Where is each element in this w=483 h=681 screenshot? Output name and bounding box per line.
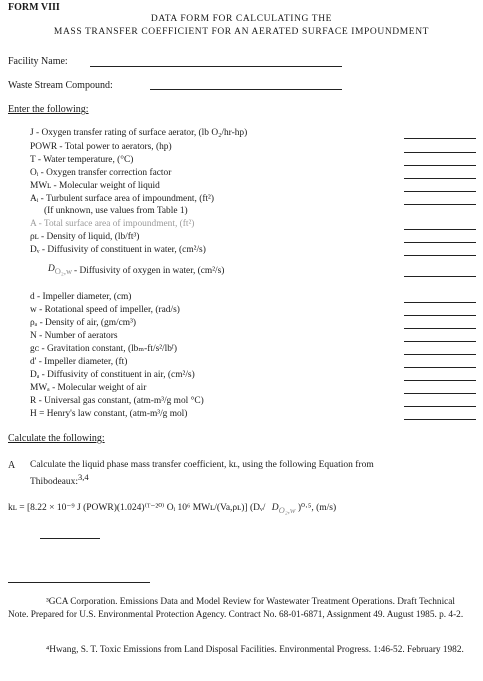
item-turbulent-surface-area: Aᵢ - Turbulent surface area of impoundment, (ft²) — [30, 194, 214, 204]
item-air-molecular-weight: MWₐ - Molecular weight of air — [30, 383, 147, 393]
waste-compound-field[interactable] — [150, 89, 342, 90]
blank-water-diffusivity[interactable] — [404, 255, 476, 256]
item-total-surface-area: A - Total surface area of impoundment, (ft²) — [30, 219, 195, 229]
item-impeller-diameter-cm: d - Impeller diameter, (cm) — [30, 292, 132, 302]
footnote-gca: ³GCA Corporation. Emissions Data and Model Review for Wastewater Treatment Operations. Draft Technical Note. Prepared for U.S. Environmental Protection Agency. Contract No. 68-01-6871, Assignment 49. August 1985. p. 4-2. — [8, 597, 464, 620]
item-air-density: ρₐ - Density of air, (gm/cm³) — [30, 318, 137, 328]
equation-oxygen-diffusivity-symbol: $D_{O_2,w}$ — [271, 503, 296, 515]
facility-name-label: Facility Name: — [8, 56, 68, 67]
blank-air-molecular-weight[interactable] — [404, 393, 476, 394]
calc-item-letter: A — [8, 460, 16, 471]
mass-transfer-equation: kʟ = [8.22 × 10⁻⁹ J (POWR)(1.024)⁽ᵀ⁻²⁰⁾ Oᵢ 10⁶ MWʟ/(Va,ρʟ)] (Dᵥ/ $D_{O_2,w}$ )⁰·⁵, (m/s) — [8, 503, 337, 515]
blank-impeller-diameter-ft[interactable] — [404, 367, 476, 368]
form-title-line2: MASS TRANSFER COEFFICIENT FOR AN AERATED SURFACE IMPOUNDMENT — [53, 27, 430, 37]
facility-name-field[interactable] — [90, 66, 342, 67]
calc-instruction-line2: Thibodeaux:$^{3,4}$ — [30, 472, 89, 488]
footnote-divider — [8, 582, 150, 583]
item-liquid-density: ρʟ - Density of liquid, (lb/ft³) — [30, 232, 140, 242]
blank-air-density[interactable] — [404, 328, 476, 329]
form-title-line1: DATA FORM FOR CALCULATING THE — [150, 14, 333, 24]
item-liquid-molecular-weight: MWʟ - Molecular weight of liquid — [30, 181, 160, 191]
oxygen-diffusivity-symbol: $D_{O_2,w}$ — [48, 264, 73, 276]
blank-number-of-aerators[interactable] — [404, 341, 476, 342]
item-gravitation-constant: gᴄ - Gravitation constant, (lbₘ-ft/s²/lbᶠ) — [30, 344, 177, 354]
blank-impeller-diameter-cm[interactable] — [404, 302, 476, 303]
blank-gas-constant[interactable] — [404, 406, 476, 407]
blank-liquid-density[interactable] — [404, 242, 476, 243]
blank-henrys-law-constant[interactable] — [404, 419, 476, 420]
item-oxygen-diffusivity: - Diffusivity of oxygen in water, (cm²/s) — [74, 266, 225, 276]
blank-turbulent-surface-area[interactable] — [404, 204, 476, 205]
item-number-of-aerators: N - Number of aerators — [30, 331, 118, 341]
blank-oxygen-transfer-rating[interactable] — [404, 138, 476, 139]
blank-air-diffusivity[interactable] — [404, 380, 476, 381]
item-oxygen-transfer-rating: J - Oxygen transfer rating of surface aerator, (lb O₂/hr-hp) — [30, 128, 248, 138]
blank-gravitation-constant[interactable] — [404, 354, 476, 355]
blank-total-surface-area[interactable] — [404, 229, 476, 230]
item-oxygen-correction-factor: Oᵢ - Oxygen transfer correction factor — [30, 168, 172, 178]
item-total-power: POWR - Total power to aerators, (hp) — [30, 142, 172, 152]
item-gas-constant: R - Universal gas constant, (atm-m³/g mol °C) — [30, 396, 204, 406]
blank-rotational-speed[interactable] — [404, 315, 476, 316]
form-number: FORM VIII — [8, 2, 60, 13]
item-air-diffusivity: Dₐ - Diffusivity of constituent in air, (cm²/s) — [30, 370, 195, 380]
item-impeller-diameter-ft: d' - Impeller diameter, (ft) — [30, 357, 128, 367]
item-rotational-speed: w - Rotational speed of impeller, (rad/s) — [30, 305, 180, 315]
blank-oxygen-correction-factor[interactable] — [404, 178, 476, 179]
footnote-hwang: ⁴Hwang, S. T. Toxic Emissions from Land Disposal Facilities. Environmental Progress. 1:46-52. February 1982. — [46, 645, 464, 655]
waste-compound-label: Waste Stream Compound: — [8, 80, 113, 91]
blank-oxygen-diffusivity[interactable] — [404, 276, 476, 277]
enter-section-heading: Enter the following: — [8, 104, 89, 115]
item-henrys-law-constant: H = Henry's law constant, (atm-m³/g mol) — [30, 409, 188, 419]
blank-liquid-molecular-weight[interactable] — [404, 191, 476, 192]
item-table-note: (If unknown, use values from Table 1) — [44, 206, 188, 216]
item-water-temperature: T - Water temperature, (°C) — [30, 155, 134, 165]
calc-instruction-line1: Calculate the liquid phase mass transfer coefficient, kʟ, using the following Equation from — [30, 460, 374, 470]
calculate-section-heading: Calculate the following: — [8, 433, 105, 444]
blank-total-power[interactable] — [404, 152, 476, 153]
item-water-diffusivity: Dᵥ - Diffusivity of constituent in water, (cm²/s) — [30, 245, 206, 255]
blank-water-temperature[interactable] — [404, 165, 476, 166]
kl-result-field[interactable] — [40, 538, 100, 539]
